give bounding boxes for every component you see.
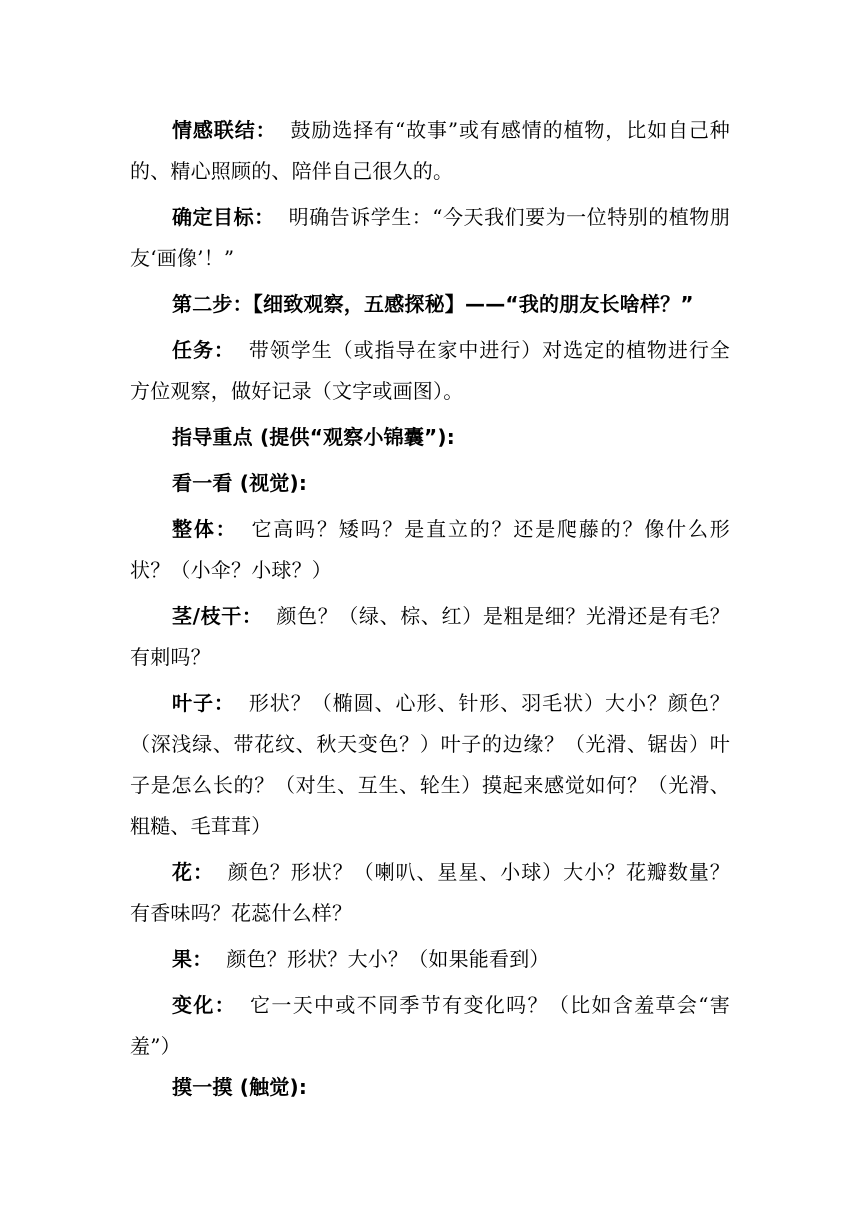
paragraph-emotional-connection [130, 110, 730, 192]
heading-text: 摸一摸 (触觉): [172, 1075, 308, 1099]
paragraph-label: 变化： [172, 993, 237, 1017]
paragraph-text: 颜色？形状？（喇叭、星星、小球）大小？花瓣数量？有香味吗？花蕊什么样？ [130, 860, 730, 925]
heading-text: 指导重点 (提供“观察小锦囊”): [172, 425, 455, 449]
paragraph-text: 它一天中或不同季节有变化吗？（比如含羞草会“害羞”） [130, 993, 730, 1058]
guidance-heading [130, 417, 730, 458]
paragraph-flower [130, 852, 730, 934]
heading-text: 第二步：【细致观察，五感探秘】——“我的朋友长啥样？” [172, 292, 694, 316]
paragraph-text: 带领学生（或指导在家中进行）对选定的植物进行全方位观察，做好记录（文字或画图）。 [130, 338, 730, 403]
paragraph-leaves [130, 683, 730, 847]
paragraph-label: 整体： [172, 517, 238, 541]
visual-heading [130, 463, 730, 504]
paragraph-task [130, 330, 730, 412]
paragraph-text: 鼓励选择有“故事”或有感情的植物，比如自己种的、精心照顾的、陪伴自己很久的。 [130, 118, 731, 183]
paragraph-text: 颜色？形状？大小？（如果能看到） [226, 947, 550, 971]
paragraph-change [130, 985, 730, 1067]
paragraph-overall [130, 509, 730, 591]
touch-heading [130, 1067, 730, 1108]
heading-text: 看一看 (视觉): [172, 471, 308, 495]
paragraph-set-goal [130, 197, 730, 279]
paragraph-label: 确定目标： [172, 205, 275, 229]
paragraph-label: 情感联结： [172, 118, 277, 142]
document-body [130, 110, 730, 1108]
paragraph-fruit [130, 939, 730, 980]
paragraph-label: 果： [172, 947, 213, 971]
paragraph-label: 花： [172, 860, 214, 884]
paragraph-stem [130, 596, 730, 678]
paragraph-label: 任务： [172, 338, 235, 362]
paragraph-text: 形状？（椭圆、心形、针形、羽毛状）大小？颜色？（深浅绿、带花纹、秋天变色？）叶子的边缘？（光滑、锯齿）叶子是怎么长的？（对生、互生、轮生）摸起来感觉如何？（光滑、粗糙、毛茸茸） [130, 691, 730, 838]
paragraph-text: 明确告诉学生：“今天我们要为一位特别的植物朋友‘画像’！” [130, 205, 731, 270]
paragraph-label: 叶子： [172, 691, 235, 715]
step-two-heading [130, 284, 730, 325]
paragraph-label: 茎/枝干： [172, 604, 263, 628]
paragraph-text: 它高吗？矮吗？是直立的？还是爬藤的？像什么形状？（小伞？小球？） [130, 517, 730, 582]
paragraph-text: 颜色？（绿、棕、红）是粗是细？光滑还是有毛？有刺吗？ [130, 604, 730, 669]
